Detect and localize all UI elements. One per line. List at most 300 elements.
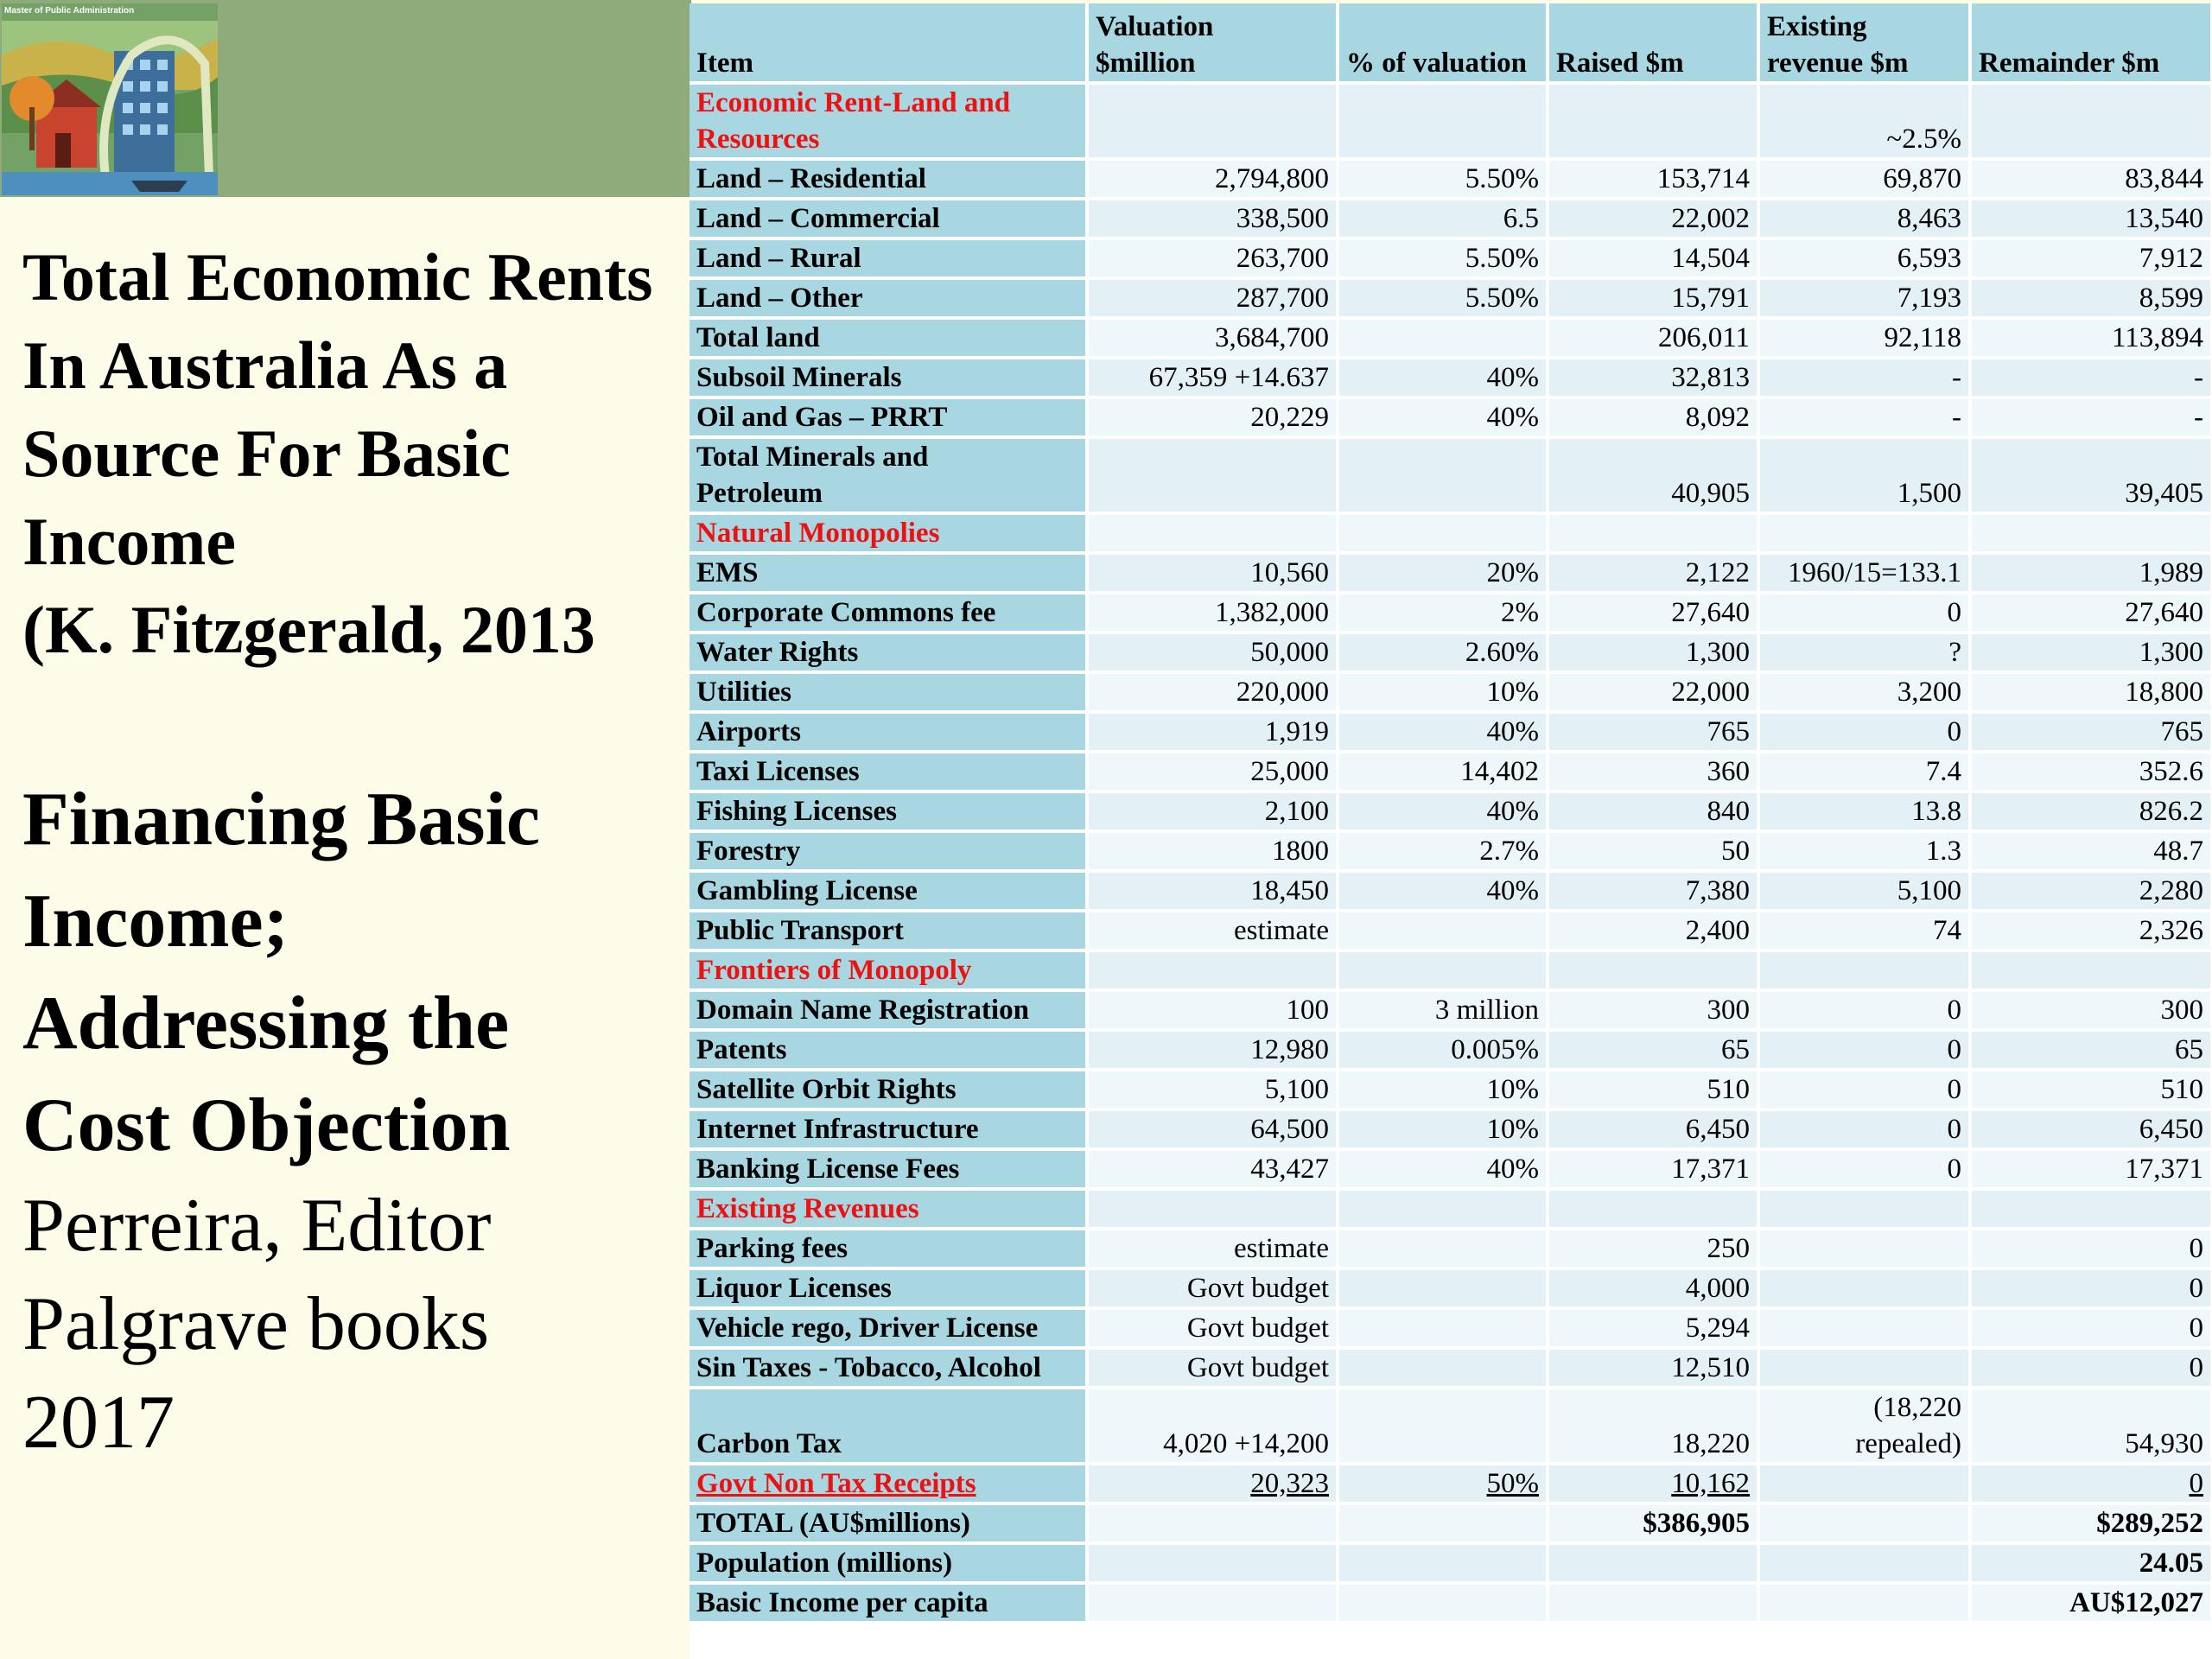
cell-percent (1338, 1189, 1548, 1229)
cell-text: 54,930 (2125, 1428, 2203, 1459)
cell-raised (1548, 791, 1758, 831)
table-row (690, 278, 2212, 318)
cell-text: 20,323 (1250, 1468, 1329, 1499)
cell-text: 22,002 (1671, 203, 1750, 234)
cell-item (690, 199, 1087, 238)
cell-raised (1548, 1149, 1758, 1189)
cell-raised (1548, 1464, 1758, 1503)
cell-text: 2,326 (2139, 915, 2203, 946)
cell-existing (1758, 199, 1970, 238)
cell-existing (1758, 278, 1970, 318)
cell-remainder (1970, 672, 2212, 712)
cell-raised (1548, 593, 1758, 632)
cell-raised (1548, 1268, 1758, 1308)
cell-existing (1758, 553, 1970, 593)
cell-text: Vehicle rego, Driver License (696, 1313, 1039, 1344)
cell-text: 0 (2189, 1273, 2203, 1304)
cell-text: Total land (696, 322, 820, 353)
cell-existing (1758, 397, 1970, 437)
cell-raised (1548, 1543, 1758, 1583)
cell-item (690, 1149, 1087, 1189)
table-row (690, 1583, 2212, 1623)
cell-raised (1548, 911, 1758, 950)
cell-text: 1,919 (1264, 716, 1329, 747)
cell-existing (1758, 1070, 1970, 1109)
cell-text: 0 (1947, 995, 1961, 1026)
table-row (690, 159, 2212, 199)
cell-text: 18,450 (1250, 875, 1329, 906)
cell-text: 50% (1486, 1468, 1539, 1499)
cell-text: 2,100 (1264, 796, 1329, 827)
cell-text: 3 million (1434, 995, 1539, 1026)
cell-text: (18,220 repealed) (1855, 1392, 1961, 1459)
cell-item (690, 1229, 1087, 1268)
cell-raised (1548, 1070, 1758, 1109)
cell-existing (1758, 1268, 1970, 1308)
cell-text: 2.60% (1465, 637, 1539, 668)
cell-text: 7,193 (1897, 283, 1961, 314)
cell-text: 7,912 (2139, 243, 2203, 274)
table-row (690, 1388, 2212, 1464)
cell-item (690, 1503, 1087, 1543)
cell-valuation (1087, 1149, 1338, 1189)
cell-raised (1548, 278, 1758, 318)
cell-text: 39,405 (2125, 478, 2203, 509)
cell-text: 65 (2175, 1034, 2203, 1065)
cell-item (690, 791, 1087, 831)
cell-text: estimate (1234, 1233, 1329, 1264)
cell-percent (1338, 318, 1548, 358)
cell-text: Airports (696, 716, 801, 747)
cell-text: Domain Name Registration (696, 995, 1029, 1026)
cell-text: 2% (1501, 597, 1539, 628)
cell-raised (1548, 712, 1758, 752)
cell-text: 2,794,800 (1215, 163, 1329, 194)
cell-existing (1758, 831, 1970, 871)
cell-text: 48.7 (2153, 836, 2203, 867)
cell-remainder (1970, 1348, 2212, 1388)
cell-item (690, 632, 1087, 672)
cell-percent (1338, 950, 1548, 990)
cell-item (690, 238, 1087, 278)
cell-text: 0 (1947, 1154, 1961, 1185)
cell-raised (1548, 199, 1758, 238)
cell-text: - (1952, 362, 1961, 393)
book-title: Financing Basic Income; Addressing the Cost Objection (22, 778, 540, 1167)
cell-existing (1758, 437, 1970, 513)
economic-rent-table (690, 3, 2212, 1624)
column-header-item: Item (690, 3, 1087, 83)
cell-raised (1548, 1229, 1758, 1268)
table-row (690, 1464, 2212, 1503)
cell-remainder (1970, 871, 2212, 911)
table-row (690, 1543, 2212, 1583)
cell-remainder (1970, 1308, 2212, 1348)
cell-item (690, 1543, 1087, 1583)
cell-valuation (1087, 1189, 1338, 1229)
cell-text: 14,504 (1671, 243, 1750, 274)
cell-text: 40% (1486, 1154, 1539, 1185)
cell-text: 20% (1486, 557, 1539, 588)
table-row (690, 831, 2212, 871)
cell-text: 6.5 (1503, 203, 1539, 234)
cell-raised (1548, 397, 1758, 437)
cell-text: 12,510 (1671, 1352, 1750, 1383)
cell-text: 263,700 (1236, 243, 1329, 274)
cell-text: 8,463 (1897, 203, 1961, 234)
cell-existing (1758, 712, 1970, 752)
cell-percent (1338, 278, 1548, 318)
cell-text: 13,540 (2125, 203, 2203, 234)
table-body (690, 83, 2212, 1623)
cell-text: EMS (696, 557, 759, 588)
cell-raised (1548, 990, 1758, 1030)
cell-remainder (1970, 1503, 2212, 1543)
cell-text: 8,599 (2139, 283, 2203, 314)
cell-text: 2.7% (1479, 836, 1539, 867)
cell-text: 220,000 (1236, 677, 1329, 708)
cell-valuation (1087, 513, 1338, 553)
cell-remainder (1970, 593, 2212, 632)
table-row (690, 358, 2212, 397)
cell-text: 10% (1486, 1074, 1539, 1105)
cell-percent (1338, 397, 1548, 437)
cell-existing (1758, 238, 1970, 278)
cell-percent (1338, 1030, 1548, 1070)
cell-text: 3,684,700 (1215, 322, 1329, 353)
cell-text: Population (millions) (696, 1548, 953, 1579)
table-row (690, 871, 2212, 911)
cell-valuation (1087, 752, 1338, 791)
cell-remainder (1970, 1189, 2212, 1229)
cell-text: 4,020 +14,200 (1163, 1428, 1329, 1459)
table-row (690, 437, 2212, 513)
cell-text: 1,300 (2139, 637, 2203, 668)
cell-remainder (1970, 911, 2212, 950)
column-header-remainder: Remainder $m (1970, 3, 2212, 83)
cell-valuation (1087, 358, 1338, 397)
cell-item (690, 318, 1087, 358)
cell-remainder (1970, 238, 2212, 278)
cell-valuation (1087, 1109, 1338, 1149)
cell-text: 18,220 (1671, 1428, 1750, 1459)
cell-valuation (1087, 1464, 1338, 1503)
table-row (690, 672, 2212, 712)
cell-text: 32,813 (1671, 362, 1750, 393)
cell-text: 287,700 (1236, 283, 1329, 314)
cell-remainder (1970, 1583, 2212, 1623)
cell-text: 12,980 (1250, 1034, 1329, 1065)
cell-text: 1960/15=133.1 (1787, 557, 1961, 588)
cell-text: 10,162 (1671, 1468, 1750, 1499)
cell-text: 765 (1707, 716, 1750, 747)
cell-text: 15,791 (1671, 283, 1750, 314)
cell-raised (1548, 752, 1758, 791)
cell-existing (1758, 1583, 1970, 1623)
cell-text: Banking License Fees (696, 1154, 960, 1185)
cell-existing (1758, 1149, 1970, 1189)
cell-text: 0 (2189, 1468, 2203, 1499)
cell-raised (1548, 1109, 1758, 1149)
logo-caption: Master of Public Administration (4, 6, 135, 16)
cell-percent (1338, 358, 1548, 397)
cell-text: Govt budget (1186, 1313, 1329, 1344)
table-row (690, 1109, 2212, 1149)
cell-text: Forestry (696, 836, 801, 867)
cell-existing (1758, 1030, 1970, 1070)
cell-item (690, 1464, 1087, 1503)
cell-existing (1758, 990, 1970, 1030)
cell-item (690, 1308, 1087, 1348)
cell-text: 27,640 (1671, 597, 1750, 628)
cell-raised (1548, 1189, 1758, 1229)
cell-text: 10% (1486, 677, 1539, 708)
table-row (690, 1308, 2212, 1348)
cell-percent (1338, 238, 1548, 278)
table-row (690, 1503, 2212, 1543)
cell-text: 1800 (1272, 836, 1329, 867)
column-header-existing: Existing revenue $m (1758, 3, 1970, 83)
cell-percent (1338, 199, 1548, 238)
cell-remainder (1970, 278, 2212, 318)
cell-existing (1758, 1348, 1970, 1388)
cell-text: 300 (2160, 995, 2203, 1026)
cell-text: Parking fees (696, 1233, 849, 1264)
cell-raised (1548, 831, 1758, 871)
cell-percent (1338, 593, 1548, 632)
cell-existing (1758, 513, 1970, 553)
cell-valuation (1087, 1583, 1338, 1623)
cell-text: Economic Rent-Land and Resources (696, 87, 1011, 155)
cell-item (690, 513, 1087, 553)
cell-valuation (1087, 278, 1338, 318)
table-row (690, 632, 2212, 672)
cell-text: AU$12,027 (2069, 1587, 2203, 1618)
cell-item (690, 1268, 1087, 1308)
cell-percent (1338, 1268, 1548, 1308)
cell-text: Public Transport (696, 915, 904, 946)
cell-existing (1758, 950, 1970, 990)
table-row (690, 1229, 2212, 1268)
cell-text: 65 (1721, 1034, 1750, 1065)
table-row (690, 752, 2212, 791)
cell-valuation (1087, 397, 1338, 437)
cell-text: 153,714 (1656, 163, 1750, 194)
cell-item (690, 672, 1087, 712)
cell-text: Gambling License (696, 875, 918, 906)
cell-existing (1758, 1189, 1970, 1229)
cell-remainder (1970, 358, 2212, 397)
cell-raised (1548, 1308, 1758, 1348)
cell-text: 0 (1947, 1114, 1961, 1145)
cell-percent (1338, 1503, 1548, 1543)
cell-raised (1548, 950, 1758, 990)
cell-text: $386,905 (1643, 1508, 1750, 1539)
cell-remainder (1970, 397, 2212, 437)
cell-text: - (2194, 402, 2203, 433)
cell-item (690, 358, 1087, 397)
cell-text: 83,844 (2125, 163, 2203, 194)
cell-text: 100 (1286, 995, 1329, 1026)
cell-remainder (1970, 791, 2212, 831)
cell-text: 0 (2189, 1233, 2203, 1264)
cell-remainder (1970, 831, 2212, 871)
cell-text: 2,280 (2139, 875, 2203, 906)
cell-text: 5,100 (1264, 1074, 1329, 1105)
cell-text: Carbon Tax (696, 1428, 842, 1459)
cell-text: estimate (1234, 915, 1329, 946)
cell-existing (1758, 791, 1970, 831)
cell-text: 5.50% (1465, 283, 1539, 314)
cell-raised (1548, 1388, 1758, 1464)
cell-percent (1338, 911, 1548, 950)
cell-remainder (1970, 513, 2212, 553)
cell-text: 40% (1486, 796, 1539, 827)
table-row (690, 1070, 2212, 1109)
cell-text: 40% (1486, 875, 1539, 906)
cell-percent (1338, 712, 1548, 752)
cell-text: 40% (1486, 716, 1539, 747)
cell-valuation (1087, 1503, 1338, 1543)
cell-text: Satellite Orbit Rights (696, 1074, 957, 1105)
cell-text: 92,118 (1884, 322, 1961, 353)
cell-remainder (1970, 1464, 2212, 1503)
cell-text: Natural Monopolies (696, 518, 940, 549)
cell-text: 18,800 (2125, 677, 2203, 708)
cell-percent (1338, 791, 1548, 831)
cell-text: Fishing Licenses (696, 796, 897, 827)
cell-text: 50 (1721, 836, 1750, 867)
cell-raised (1548, 318, 1758, 358)
cell-valuation (1087, 593, 1338, 632)
cell-raised (1548, 1583, 1758, 1623)
cell-item (690, 1109, 1087, 1149)
book-credits: Perreira, Editor Palgrave books 2017 (22, 1184, 492, 1465)
cell-text: 6,593 (1897, 243, 1961, 274)
cell-valuation (1087, 911, 1338, 950)
cell-text: 250 (1707, 1233, 1750, 1264)
table-row (690, 553, 2212, 593)
cell-text: 13.8 (1911, 796, 1961, 827)
cell-text: 5.50% (1465, 243, 1539, 274)
cell-text: 206,011 (1657, 322, 1750, 353)
cell-remainder (1970, 632, 2212, 672)
cell-raised (1548, 513, 1758, 553)
cell-existing (1758, 159, 1970, 199)
cell-existing (1758, 672, 1970, 712)
cell-item (690, 159, 1087, 199)
cell-valuation (1087, 1030, 1338, 1070)
cell-percent (1338, 1348, 1548, 1388)
cell-valuation (1087, 1070, 1338, 1109)
cell-text: 43,427 (1250, 1154, 1329, 1185)
cell-percent (1338, 553, 1548, 593)
cell-text: 1,989 (2139, 557, 2203, 588)
cell-valuation (1087, 437, 1338, 513)
cell-percent (1338, 1464, 1548, 1503)
cell-text: 74 (1933, 915, 1961, 946)
cell-percent (1338, 871, 1548, 911)
cell-valuation (1087, 871, 1338, 911)
cell-text: ? (1948, 637, 1961, 668)
cell-raised (1548, 553, 1758, 593)
cell-percent (1338, 513, 1548, 553)
cell-text: 6,450 (2139, 1114, 2203, 1145)
cell-text: 2,122 (1685, 557, 1750, 588)
cell-text: Frontiers of Monopoly (696, 955, 972, 986)
cell-item (690, 1030, 1087, 1070)
cell-text: 5,100 (1897, 875, 1961, 906)
cell-text: Land – Residential (696, 163, 926, 194)
cell-raised (1548, 1503, 1758, 1543)
cell-valuation (1087, 1348, 1338, 1388)
cell-existing (1758, 1229, 1970, 1268)
cell-remainder (1970, 318, 2212, 358)
cell-raised (1548, 871, 1758, 911)
cell-percent (1338, 1388, 1548, 1464)
cell-item (690, 553, 1087, 593)
cell-existing (1758, 911, 1970, 950)
cell-percent (1338, 1109, 1548, 1149)
cell-text: Land – Commercial (696, 203, 940, 234)
cell-text: 8,092 (1685, 402, 1750, 433)
cell-text: ~2.5% (1886, 124, 1961, 155)
cell-text: 10% (1486, 1114, 1539, 1145)
cell-remainder (1970, 1070, 2212, 1109)
cell-text: 300 (1707, 995, 1750, 1026)
cell-item (690, 83, 1087, 159)
cell-remainder (1970, 752, 2212, 791)
cell-text: Taxi Licenses (696, 756, 860, 787)
cell-text: 27,640 (2125, 597, 2203, 628)
cell-text: 5,294 (1685, 1313, 1750, 1344)
cell-text: 6,450 (1685, 1114, 1750, 1145)
cell-remainder (1970, 1543, 2212, 1583)
cell-valuation (1087, 831, 1338, 871)
table-row (690, 83, 2212, 159)
cell-text: 0 (1947, 1034, 1961, 1065)
cell-percent (1338, 437, 1548, 513)
cell-item (690, 1388, 1087, 1464)
table-row (690, 1189, 2212, 1229)
cell-remainder (1970, 199, 2212, 238)
cell-text: Utilities (696, 677, 791, 708)
cell-text: 20,229 (1250, 402, 1329, 433)
cell-text: 5.50% (1465, 163, 1539, 194)
cell-existing (1758, 593, 1970, 632)
cell-valuation (1087, 1308, 1338, 1348)
cell-text: 1,500 (1897, 478, 1961, 509)
cell-text: Oil and Gas – PRRT (696, 402, 948, 433)
cell-item (690, 950, 1087, 990)
cell-existing (1758, 1543, 1970, 1583)
cell-percent (1338, 1543, 1548, 1583)
cell-text: TOTAL (AU$millions) (696, 1508, 970, 1539)
cell-valuation (1087, 553, 1338, 593)
table-row (690, 199, 2212, 238)
cell-existing (1758, 1503, 1970, 1543)
cell-text: 17,371 (2125, 1154, 2203, 1185)
cell-existing (1758, 358, 1970, 397)
cell-percent (1338, 672, 1548, 712)
cell-item (690, 278, 1087, 318)
cell-text: 69,870 (1883, 163, 1961, 194)
column-header-percent: % of valuation (1338, 3, 1548, 83)
table-row (690, 513, 2212, 553)
cell-text: 1,382,000 (1215, 597, 1329, 628)
table-row (690, 950, 2212, 990)
cell-percent (1338, 83, 1548, 159)
